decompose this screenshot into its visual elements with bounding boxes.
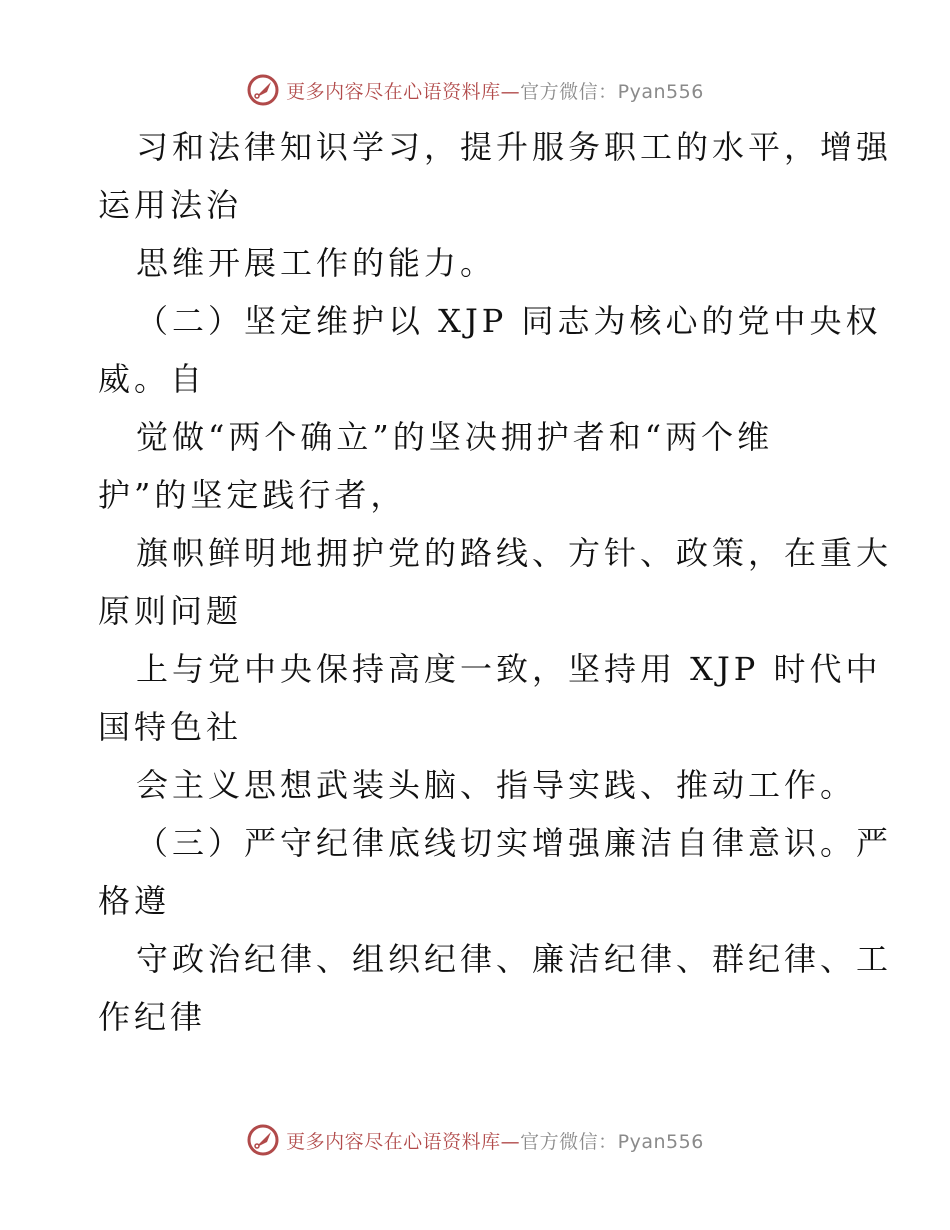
text-line: 觉做“两个确立”的坚决拥护者和“两个维 [136,418,774,456]
text-line: 威。自 [98,360,207,398]
header-banner [0,70,950,110]
quill-logo-icon [246,1123,280,1157]
quill-logo-icon [246,73,280,107]
text-line: 上与党中央保持高度一致，坚持用 XJP 时代中 [136,650,882,688]
text-line: 作纪律 [98,998,207,1036]
footer-banner-main: 更多内容尽在心语资料库— [286,1130,521,1153]
header-banner-wechat: 官方微信：Pyan556 [520,80,704,103]
text-line: 思维开展工作的能力。 [136,244,497,282]
text-line: 格遵 [98,882,171,920]
text-line: 旗帜鲜明地拥护党的路线、方针、政策，在重大 [136,534,893,572]
footer-banner-text [286,1127,704,1154]
footer-banner-wechat: 官方微信：Pyan556 [520,1130,704,1153]
text-line: 原则问题 [98,592,243,630]
text-line: （三）严守纪律底线切实增强廉洁自律意识。严 [136,824,893,862]
header-banner-main: 更多内容尽在心语资料库— [286,80,521,103]
footer-banner [0,1120,950,1160]
text-line: 守政治纪律、组织纪律、廉洁纪律、群纪律、工 [136,940,893,978]
text-line: 护”的坚定践行者， [98,476,407,514]
text-line: 国特色社 [98,708,243,746]
text-line: （二）坚定维护以 XJP 同志为核心的党中央权 [136,302,882,340]
document-body [98,118,893,1046]
text-line: 会主义思想武装头脑、指导实践、推动工作。 [136,766,857,804]
text-line: 运用法治 [98,186,243,224]
text-line: 习和法律知识学习，提升服务职工的水平，增强 [136,128,893,166]
header-banner-text [286,77,704,104]
